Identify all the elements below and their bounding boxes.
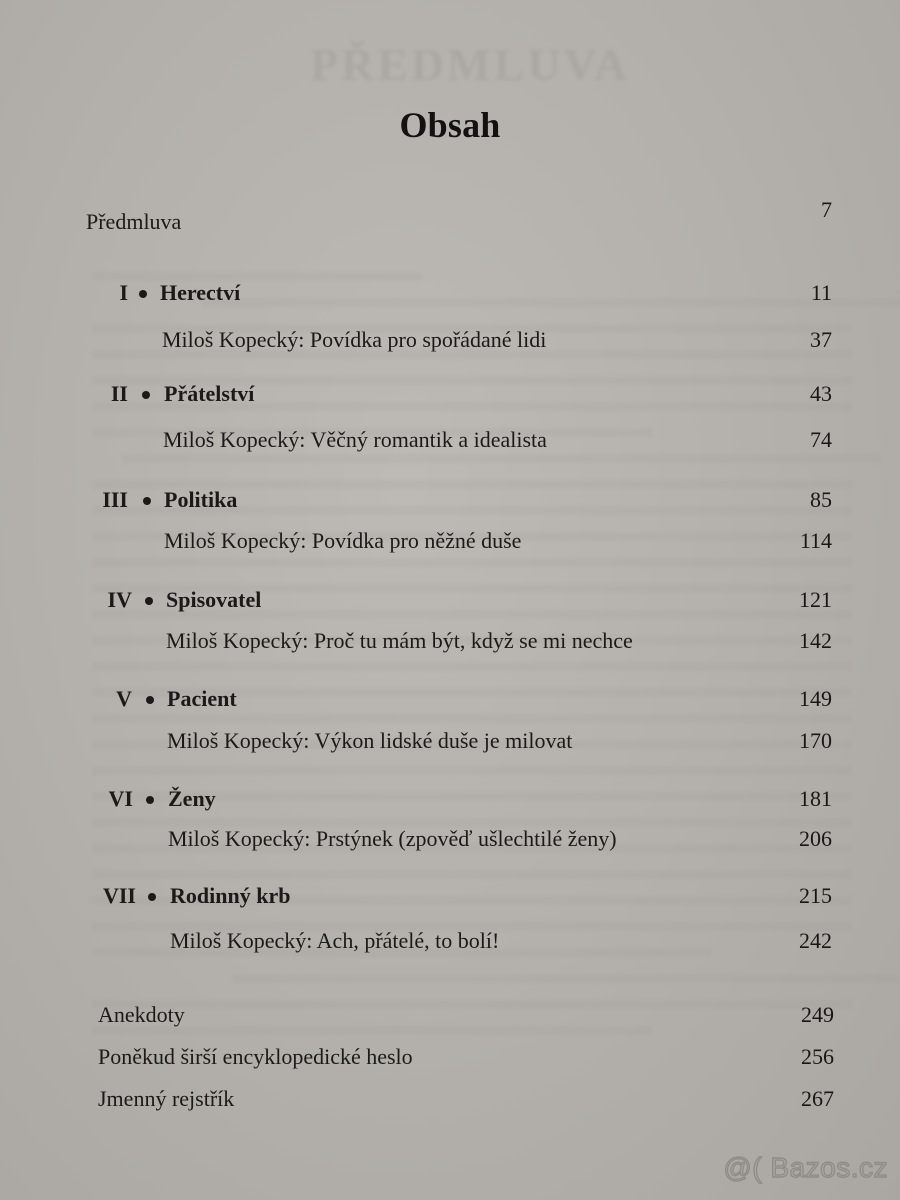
page-title: Obsah: [399, 105, 501, 146]
toc-entry-label: Miloš Kopecký: Výkon lidské duše je milovat: [167, 728, 573, 753]
toc-story-6: [0, 824, 900, 854]
toc-entry-encyclopedia: [0, 1042, 900, 1072]
toc-chapter-7: [0, 881, 900, 911]
toc-entry-page: 206: [799, 826, 832, 851]
toc-entry-label: Miloš Kopecký: Prstýnek (zpověď ušlechtilé ženy): [168, 826, 617, 851]
toc-entry-page: 11: [810, 280, 832, 305]
bullet-icon: [148, 893, 156, 901]
toc-entry-page: 149: [799, 686, 832, 711]
toc-entry-label: Miloš Kopecký: Věčný romantik a idealista: [163, 427, 547, 452]
toc-chapter-2: [0, 379, 900, 409]
toc-entry-page: 267: [801, 1086, 834, 1111]
toc-entry-page: 37: [810, 327, 832, 352]
toc-entry-label: Miloš Kopecký: Povídka pro něžné duše: [164, 528, 522, 553]
toc-entry-label: Poněkud širší encyklopedické heslo: [98, 1044, 413, 1069]
chapter-numeral: IV: [107, 587, 132, 612]
toc-story-7: [0, 926, 900, 956]
toc-chapter-3: [0, 485, 900, 515]
chapter-title: Rodinný krb: [170, 883, 291, 908]
chapter-numeral: VII: [102, 883, 136, 908]
toc-entry-label: Anekdoty: [98, 1002, 185, 1027]
toc-story-3: [0, 526, 900, 556]
bazos-watermark: @( Bazos.cz: [723, 1152, 888, 1183]
toc-entry-label: Miloš Kopecký: Ach, přátelé, to bolí!: [170, 928, 500, 953]
bullet-icon: [146, 696, 154, 704]
chapter-numeral: VI: [108, 786, 133, 811]
toc-entry-label: Miloš Kopecký: Proč tu mám být, když se mi nechce: [166, 628, 633, 653]
toc-entry-page: 181: [799, 786, 832, 811]
bullet-icon: [145, 597, 153, 605]
chapter-title: Politika: [164, 487, 238, 512]
chapter-title: Přátelství: [164, 381, 255, 406]
toc-entry-page: 256: [801, 1044, 834, 1069]
toc-chapter-5: [0, 684, 900, 714]
toc-entry-foreword: [0, 197, 900, 237]
toc-entry-anecdotes: [0, 1000, 900, 1030]
bullet-icon: [143, 497, 151, 505]
toc-entry-page: 43: [810, 381, 832, 406]
toc-entry-page: 114: [799, 528, 832, 553]
bullet-icon: [142, 391, 150, 399]
toc-entry-page: 7: [821, 197, 832, 222]
bleed-through-heading: PŘEDMLUVA: [310, 39, 631, 90]
chapter-numeral: III: [102, 487, 128, 512]
toc-chapter-6: [0, 784, 900, 814]
toc-chapter-4: [0, 585, 900, 615]
toc-chapter-1: [0, 278, 900, 308]
toc-entry-label: Jmenný rejstřík: [98, 1086, 235, 1111]
toc-entry-page: 249: [801, 1002, 834, 1027]
chapter-title: Pacient: [167, 686, 237, 711]
toc-entry-page: 170: [799, 728, 832, 753]
toc-entry-page: 74: [810, 427, 832, 452]
chapter-numeral: I: [119, 280, 128, 305]
chapter-numeral: V: [116, 686, 132, 711]
toc-entry-label: Miloš Kopecký: Povídka pro spořádané lidi: [162, 327, 547, 352]
toc-story-4: [0, 626, 900, 656]
toc-story-1: [0, 325, 900, 355]
toc-story-5: [0, 726, 900, 756]
toc-story-2: [0, 425, 900, 455]
bullet-icon: [139, 290, 147, 298]
chapter-title: Herectví: [160, 280, 241, 305]
toc-entry-page: 242: [799, 928, 832, 953]
toc-entry-page: 215: [799, 883, 832, 908]
toc-entry-name-index: [0, 1084, 900, 1114]
bullet-icon: [146, 796, 154, 804]
toc-entry-page: 85: [810, 487, 832, 512]
chapter-numeral: II: [110, 381, 128, 406]
chapter-title: Ženy: [168, 786, 216, 811]
toc-entry-page: 121: [799, 587, 832, 612]
toc-entry-page: 142: [799, 628, 832, 653]
toc-entry-label: Předmluva: [86, 209, 182, 234]
chapter-title: Spisovatel: [166, 587, 262, 612]
